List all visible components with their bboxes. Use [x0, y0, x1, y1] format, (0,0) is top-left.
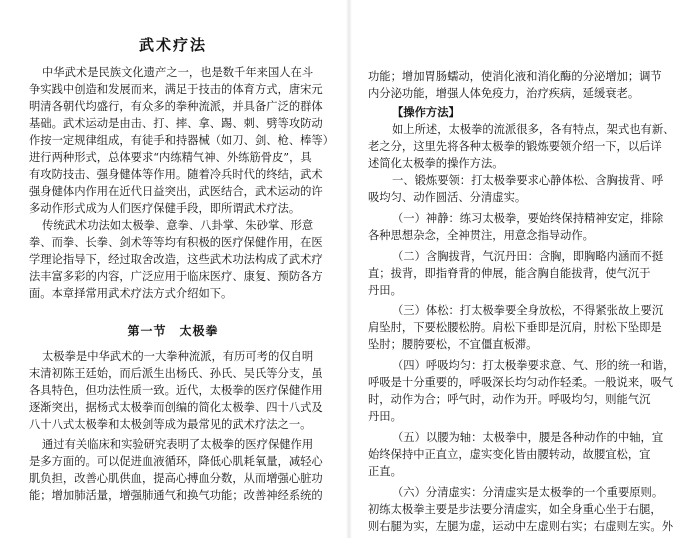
text-line: 述简化太极拳的操作方法。 [368, 157, 504, 170]
text-line: 有攻防技击、强身健体等作用。随着冷兵时代的终结，武术 [29, 168, 323, 181]
text-line: 正直。 [368, 465, 402, 478]
text-line: 则右腿为实，左腿为虚，运动中左虚则右实；右虚则左实。外 [368, 520, 674, 533]
text-line: （四）呼吸均匀：打太极拳要求意、气、形的统一和谐， [392, 359, 675, 372]
text-line: 中华武术是民族文化遗产之一，也是数千年来国人在斗 [42, 66, 314, 79]
text-line: 一、锻炼要领：打太极拳要求心静体松、含胸拔背、呼 [392, 174, 664, 187]
text-line: 如上所述，太极拳的流派很多，各有特点，架式也有新、 [392, 123, 675, 136]
text-line: 面。本章择常用武术疗法方式介绍如下。 [29, 287, 233, 300]
text-line: 通过有关临床和实验研究表明了太极拳的医疗保健作用 [42, 438, 314, 451]
text-line: 肩坠肘，下要松腰松胯。肩松下垂即是沉肩，肘松下坠即是 [368, 321, 662, 334]
left-page [0, 0, 346, 538]
text-line: 法丰富多彩的内容，广泛应用于临床医疗、康复、预防各方 [29, 270, 323, 283]
text-line: （五）以腰为轴：太极拳中，腰是各种动作的中轴，宜 [392, 431, 664, 444]
text-line: 肌负担，改善心肌供血，提高心搏血分数，从而增强心脏功 [29, 472, 323, 485]
text-line: 作按一定规律组成，有徒手和持器械（如刀、剑、枪、棒等） [29, 134, 335, 147]
text-line: 初练太极拳主要是步法要分清虚实，如全身重心坐于右腿， [368, 503, 662, 516]
text-line: （六）分清虚实：分清虚实是太极拳的一个重要原则。 [392, 486, 664, 499]
text-line: （一）神静：练习太极拳，要始终保持精神安定，排除 [392, 212, 664, 225]
text-line: 传统武术功法如太极拳、意拳、八卦掌、朱砂掌、形意 [42, 219, 314, 232]
text-line: 明清各朝代均盛行，有众多的拳种流派，并具备广泛的群体 [29, 100, 323, 113]
text-line: 各种思想杂念，全神贯注，用意念指导动作。 [368, 229, 594, 242]
text-line: 始终保持中正直立，虚实变化皆由腰转动，故腰宜松，宜 [368, 448, 651, 461]
chapter-title: 武术疗法 [138, 36, 207, 54]
text-line: 时，动作为合；呼气时，动作为开。呼吸均匀，则能气沉 [368, 393, 651, 406]
text-line: 强身健体内作用在近代日益突出，武医结合，武术运动的许 [29, 185, 323, 198]
section-heading: 第一节 太极拳 [127, 324, 219, 338]
text-line: 直；拔背，即指脊背的伸展，能含胸自能拔背，使气沉于 [368, 267, 651, 280]
text-line: 内分泌功能，增强人体免疫力，治疗疾病，延缓衰老。 [368, 87, 640, 100]
text-line: 拳、而拳、长拳、剑术等等均有积极的医疗保健作用，在医 [29, 236, 323, 249]
text-line: 学理论指导下，经过取舍改造，这些武术功法构成了武术疗 [29, 253, 323, 266]
text-line: 逐渐突出，据杨式太极拳而创编的简化太极拳、四十八式及 [29, 401, 323, 414]
text-line: 是多方面的。可以促进血液循环，降低心肌耗氧量，减轻心 [29, 455, 323, 468]
text-line: 能；增加肺活量，增强肺通气和换气功能；改善神经系统的 [29, 489, 323, 502]
text-line: （二）含胸拔背，气沉丹田：含胸，即胸略内涵而不挺 [392, 250, 664, 263]
text-line: 呼吸是十分重要的，呼吸深长均匀动作轻柔。一般说来，吸气 [368, 376, 674, 389]
text-line: 吸均匀、动作圆活、分清虚实。 [368, 191, 527, 204]
procedure-heading: 【操作方法】 [392, 105, 460, 119]
text-line: 基础。武术运动是由击、打、摔、拿、踢、刺、劈等攻防动 [29, 117, 323, 130]
text-line: 丹田。 [368, 410, 402, 423]
text-line: 多动作形式成为人们医疗保健手段，即所谓武术疗法。 [29, 202, 301, 215]
text-line: 老之分，这里先将各种太极拳的锻炼要领介绍一下，以后详 [368, 140, 662, 153]
text-line: 争实践中创造和发展而来，满足于技击的体育方式，唐宋元 [29, 83, 323, 96]
text-line: 各具特色，但功法性质一致。近代，太极拳的医疗保健作用 [29, 384, 323, 397]
text-line: 八十八式太极拳和太极剑等成为最常见的武术疗法之一。 [29, 418, 312, 431]
text-line: 末清初陈王廷始，而后派生出杨氏、孙氏、吴氏等分支，虽 [29, 367, 323, 380]
text-line: 进行两种形式，总体要求“内练精气神、外练筋骨皮”，具 [29, 151, 312, 164]
text-line: 太极拳是中华武术的一大拳种流派，有历可考的仅自明 [42, 350, 314, 363]
text-line: 丹田。 [368, 284, 402, 297]
text-line: （三）体松：打太极拳要全身放松，不得紧张故上要沉 [392, 304, 664, 317]
right-page [352, 0, 700, 538]
text-line: 坠肘；腰胯要松，不宜僵直板滞。 [368, 338, 538, 351]
text-line: 功能；增加胃肠蠕动，使消化液和消化酶的分泌增加；调节 [368, 70, 662, 83]
